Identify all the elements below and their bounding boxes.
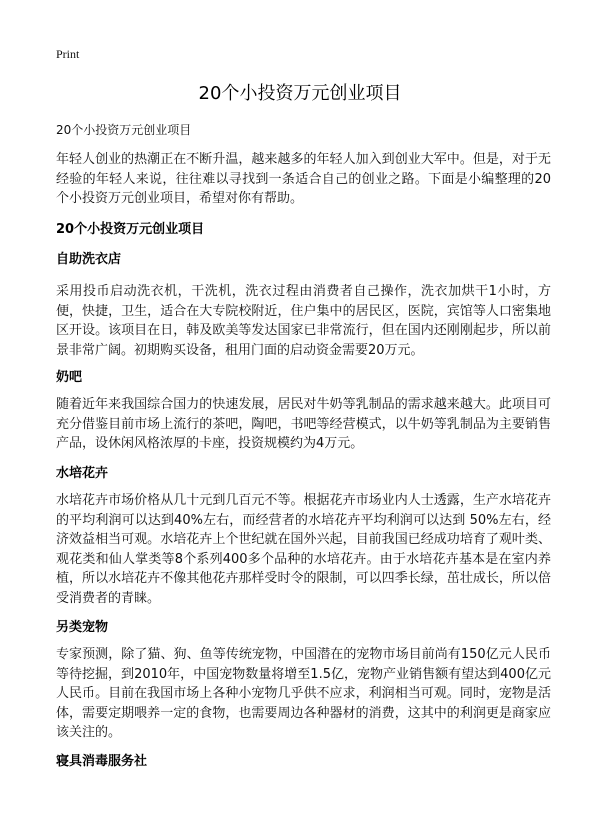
section-heading-milk-bar: 奶吧 bbox=[56, 370, 83, 385]
section-body-milk-bar: 随着近年来我国综合国力的快速发展，居民对牛奶等乳制品的需求越来越大。此项目可充分借鉴目前市场上流行的茶吧，陶吧，书吧等经营模式，以牛奶等乳制品为主要销售产品，设休闲风格浓厚的卡座，投资规模约为4万元。 bbox=[56, 397, 551, 451]
section-heading-laundry: 自助洗衣店 bbox=[56, 252, 122, 267]
intro-paragraph: 年轻人创业的热潮正在不断升温，越来越多的年轻人加入到创业大军中。但是，对于无经验的年轻人来说，往往难以寻找到一条适合自己的创业之路。下面是小编整理的20个小投资万元创业项目，希望对你有帮助。 bbox=[56, 152, 551, 206]
section-body-laundry: 采用投币启动洗衣机，干洗机，洗衣过程由消费者自己操作，洗衣加烘干1小时，方便，快捷，卫生，适合在大专院校附近，住户集中的居民区，医院，宾馆等人口密集地区开设。该项目在日，韩及欧美等发达国家已非常流行，但在国内还刚刚起步，所以前景非常广阔。初期购买设备，租用门面的启动资金需要20万元。 bbox=[56, 284, 551, 358]
section-heading-bedding-disinfection: 寝具消毒服务社 bbox=[56, 754, 148, 769]
page-title: 20个小投资万元创业项目 bbox=[198, 83, 402, 104]
section-body-hydroponic-flowers: 水培花卉市场价格从几十元到几百元不等。根据花卉市场业内人士透露，生产水培花卉的平均利润可以达到40%左右，而经营者的水培花卉平均利润可以达到 50%左右，经济效益相当可观。水培花卉上个世纪就在国外兴起，目前我国已经成功培育了观叶类、观花类和仙人掌类等8个系列400多个品种的水培花卉。由于水培花卉基本是在室内养植，所以水培花卉不像其他花卉那样受时令的限制，可以四季长绿，茁壮成长，所以倍受消费者的青睐。 bbox=[56, 493, 551, 606]
section-body-exotic-pets: 专家预测，除了猫、狗、鱼等传统宠物，中国潜在的宠物市场目前尚有150亿元人民币等待挖掘，到2010年，中国宠物数量将增至1.5亿，宠物产业销售额有望达到400亿元人民币。目前在我国市场上各种小宠物几乎供不应求，利润相当可观。同时，宠物是活体，需要定期喂养一定的食物，也需要周边各种器材的消费，这其中的利润更是商家应该关注的。 bbox=[56, 647, 551, 740]
section-heading-hydroponic-flowers: 水培花卉 bbox=[56, 466, 109, 481]
section-heading-exotic-pets: 另类宠物 bbox=[56, 620, 109, 635]
print-link[interactable]: Print bbox=[56, 47, 80, 61]
list-heading: 20个小投资万元创业项目 bbox=[56, 222, 205, 237]
page-subtitle: 20个小投资万元创业项目 bbox=[56, 123, 192, 137]
